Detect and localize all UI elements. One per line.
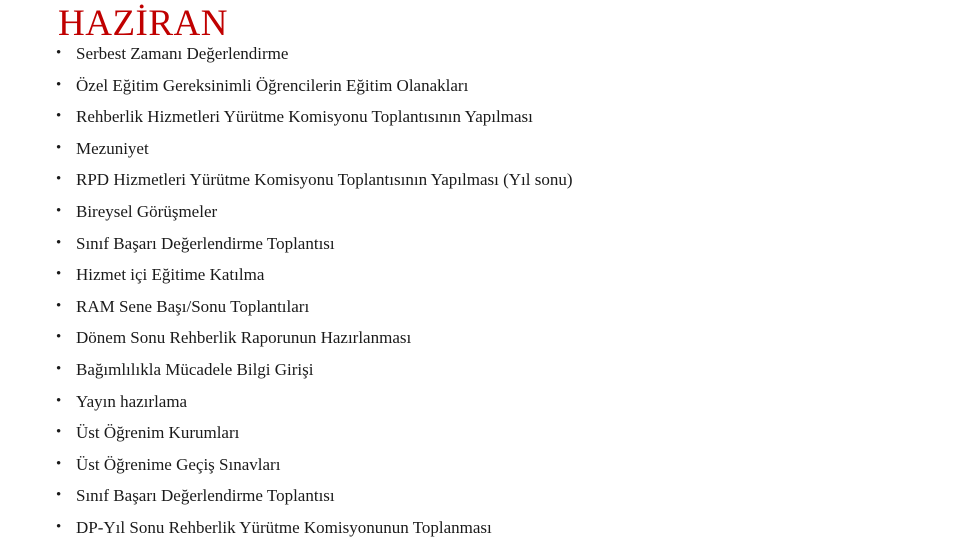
bullet-icon: • bbox=[56, 297, 62, 314]
bullet-icon: • bbox=[56, 392, 62, 409]
list-item bbox=[56, 480, 573, 512]
bullet-icon: • bbox=[56, 108, 62, 125]
list-item bbox=[56, 386, 573, 418]
bullet-icon: • bbox=[56, 234, 62, 251]
list-item bbox=[56, 38, 573, 70]
list-item bbox=[56, 354, 573, 386]
list-item-label: RAM Sene Başı/Sonu Toplantıları bbox=[76, 296, 310, 316]
bullet-icon: • bbox=[56, 360, 62, 377]
list-item bbox=[56, 259, 573, 291]
bullet-icon: • bbox=[56, 266, 62, 283]
list-item-label: Dönem Sonu Rehberlik Raporunun Hazırlanması bbox=[76, 328, 412, 348]
bullet-icon: • bbox=[56, 76, 62, 93]
list-item-label: Mezuniyet bbox=[76, 138, 149, 158]
bullet-icon: • bbox=[56, 455, 62, 472]
list-item bbox=[56, 196, 573, 228]
bullet-icon: • bbox=[56, 45, 62, 61]
bullet-icon: • bbox=[56, 518, 62, 535]
list-item bbox=[56, 228, 573, 260]
list-item bbox=[56, 164, 573, 196]
list-item-label: Yayın hazırlama bbox=[76, 391, 188, 411]
list-item-label: Hizmet içi Eğitime Katılma bbox=[76, 265, 265, 285]
list-item bbox=[56, 417, 573, 449]
bullet-icon: • bbox=[56, 424, 62, 441]
list-item bbox=[56, 101, 573, 133]
bullet-icon: • bbox=[56, 171, 62, 188]
list-item bbox=[56, 291, 573, 323]
list-item bbox=[56, 322, 573, 354]
bullet-icon: • bbox=[56, 139, 62, 156]
list-item bbox=[56, 133, 573, 165]
list-item-label: Sınıf Başarı Değerlendirme Toplantısı bbox=[76, 233, 335, 253]
bullet-icon: • bbox=[56, 329, 62, 346]
list-item-label: Üst Öğrenim Kurumları bbox=[76, 423, 240, 443]
slide-title: HAZİRAN bbox=[58, 3, 228, 44]
list-item bbox=[56, 449, 573, 481]
bullet-icon: • bbox=[56, 487, 62, 504]
bullet-list bbox=[56, 38, 573, 544]
list-item-label: RPD Hizmetleri Yürütme Komisyonu Toplantısının Yapılması (Yıl sonu) bbox=[76, 170, 573, 190]
bullet-icon: • bbox=[56, 202, 62, 219]
list-item-label: Üst Öğrenime Geçiş Sınavları bbox=[76, 454, 281, 474]
list-item-label: Bağımlılıkla Mücadele Bilgi Girişi bbox=[76, 359, 314, 379]
list-item bbox=[56, 512, 573, 544]
list-item-label: DP-Yıl Sonu Rehberlik Yürütme Komisyonunun Toplanması bbox=[76, 517, 492, 537]
list-item-label: Özel Eğitim Gereksinimli Öğrencilerin Eğitim Olanakları bbox=[76, 75, 469, 95]
list-item bbox=[56, 70, 573, 102]
list-item-label: Bireysel Görüşmeler bbox=[76, 201, 218, 221]
list-item-label: Rehberlik Hizmetleri Yürütme Komisyonu Toplantısının Yapılması bbox=[76, 107, 533, 127]
list-item-label: Sınıf Başarı Değerlendirme Toplantısı bbox=[76, 486, 335, 506]
list-item-label: Serbest Zamanı Değerlendirme bbox=[76, 44, 289, 63]
